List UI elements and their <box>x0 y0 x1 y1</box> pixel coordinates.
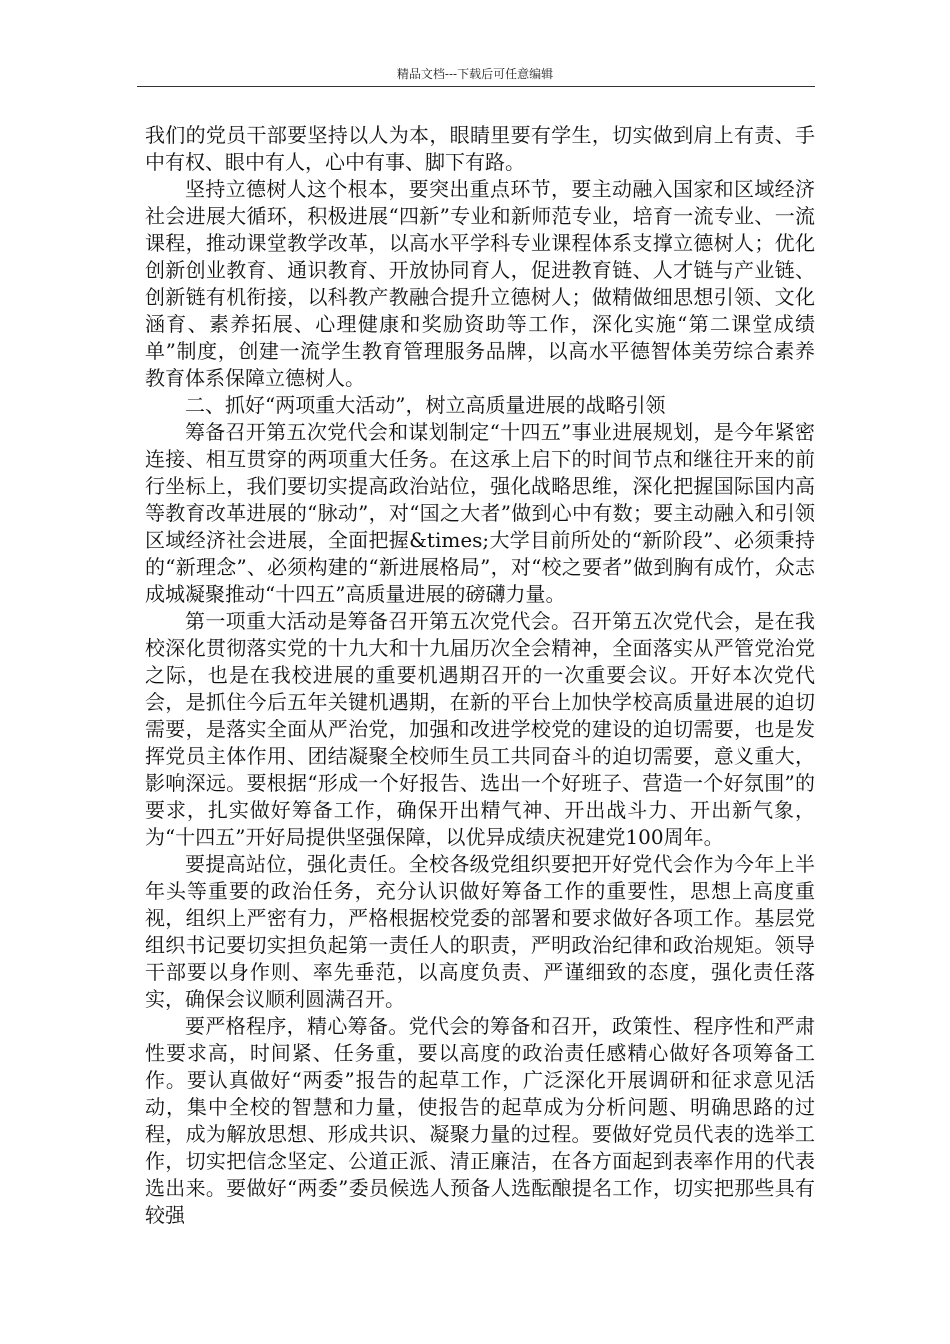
paragraph-two-major-tasks: 筹备召开第五次党代会和谋划制定“十四五”事业进展规划，是今年紧密连接、相互贯穿的两项重大任务。在这承上启下的时间节点和继往开来的前行坐标上，我们要切实提高政治站位，强化战略思维，深化把握国际国内高等教育改革进展的“脉动”，对“国之大者”做到心中有数；要主动融入和引领区域经济社会进展，全面把握&times;大学目前所处的“新阶段”、必须秉持的“新理念”、必须构建的“新进展格局”，对“校之要者”做到胸有成竹，众志成城凝聚推动“十四五”高质量进展的磅礴力量。 <box>145 420 815 606</box>
document-body <box>145 122 815 1229</box>
page-header: 精品文档---下载后可任意编辑 <box>396 67 554 81</box>
paragraph-fifth-congress: 第一项重大活动是筹备召开第五次党代会。召开第五次党代会，是在我校深化贯彻落实党的十九大和十九届历次全会精神，全面落实从严管党治党之际，也是在我校进展的重要机遇期召开的一次重要会议。开好本次党代会，是抓住今后五年关键机遇期，在新的平台上加快学校高质量进展的迫切需要，是落实全面从严治党，加强和改进学校党的建设的迫切需要，也是发挥党员主体作用、团结凝聚全校师生员工共同奋斗的迫切需要，意义重大，影响深远。要根据“形成一个好报告、选出一个好班子、营造一个好氛围”的要求，扎实做好筹备工作，确保开出精气神、开出战斗力、开出新气象，为“十四五”开好局提供坚强保障，以优异成绩庆祝建党100周年。 <box>145 609 815 849</box>
header-divider <box>137 86 815 87</box>
section-heading: 二、抓好“两项重大活动”，树立高质量进展的战略引领 <box>185 393 666 417</box>
paragraph-lide-shuren: 坚持立德树人这个根本，要突出重点环节，要主动融入国家和区域经济社会进展大循环，积极进展“四新”专业和新师范专业，培育一流专业、一流课程，推动课堂教学改革，以高水平学科专业课程体系支撑立德树人；优化创新创业教育、通识教育、开放协同育人，促进教育链、人才链与产业链、创新链有机衔接，以科教产教融合提升立德树人；做精做细思想引领、文化涵育、素养拓展、心理健康和奖励资助等工作，深化实施“第二课堂成绩单”制度，创建一流学生教育管理服务品牌，以高水平德智体美劳综合素养教育体系保障立德树人。 <box>145 177 815 390</box>
paragraph-responsibility: 要提高站位，强化责任。全校各级党组织要把开好党代会作为今年上半年头等重要的政治任务，充分认识做好筹备工作的重要性，思想上高度重视，组织上严密有力，严格根据校党委的部署和要求做好各项工作。基层党组织书记要切实担负起第一责任人的职责，严明政治纪律和政治规矩。领导干部要以身作则、率先垂范，以高度负责、严谨细致的态度，强化责任落实，确保会议顺利圆满召开。 <box>145 852 815 1011</box>
paragraph-procedure: 要严格程序，精心筹备。党代会的筹备和召开，政策性、程序性和严肃性要求高，时间紧、任务重，要以高度的政治责任感精心做好各项筹备工作。要认真做好“两委”报告的起草工作，广泛深化开展调研和征求意见活动，集中全校的智慧和力量，使报告的起草成为分析问题、明确思路的过程，成为解放思想、形成共识、凝聚力量的过程。要做好党员代表的选举工作，切实把信念坚定、公道正派、清正廉洁，在各方面起到表率作用的代表选出来。要做好“两委”委员候选人预备人选酝酿提名工作，切实把那些具有较强 <box>145 1014 815 1227</box>
paragraph-continuation: 我们的党员干部要坚持以人为本，眼睛里要有学生，切实做到肩上有责、手中有权、眼中有人，心中有事、脚下有路。 <box>145 123 815 174</box>
